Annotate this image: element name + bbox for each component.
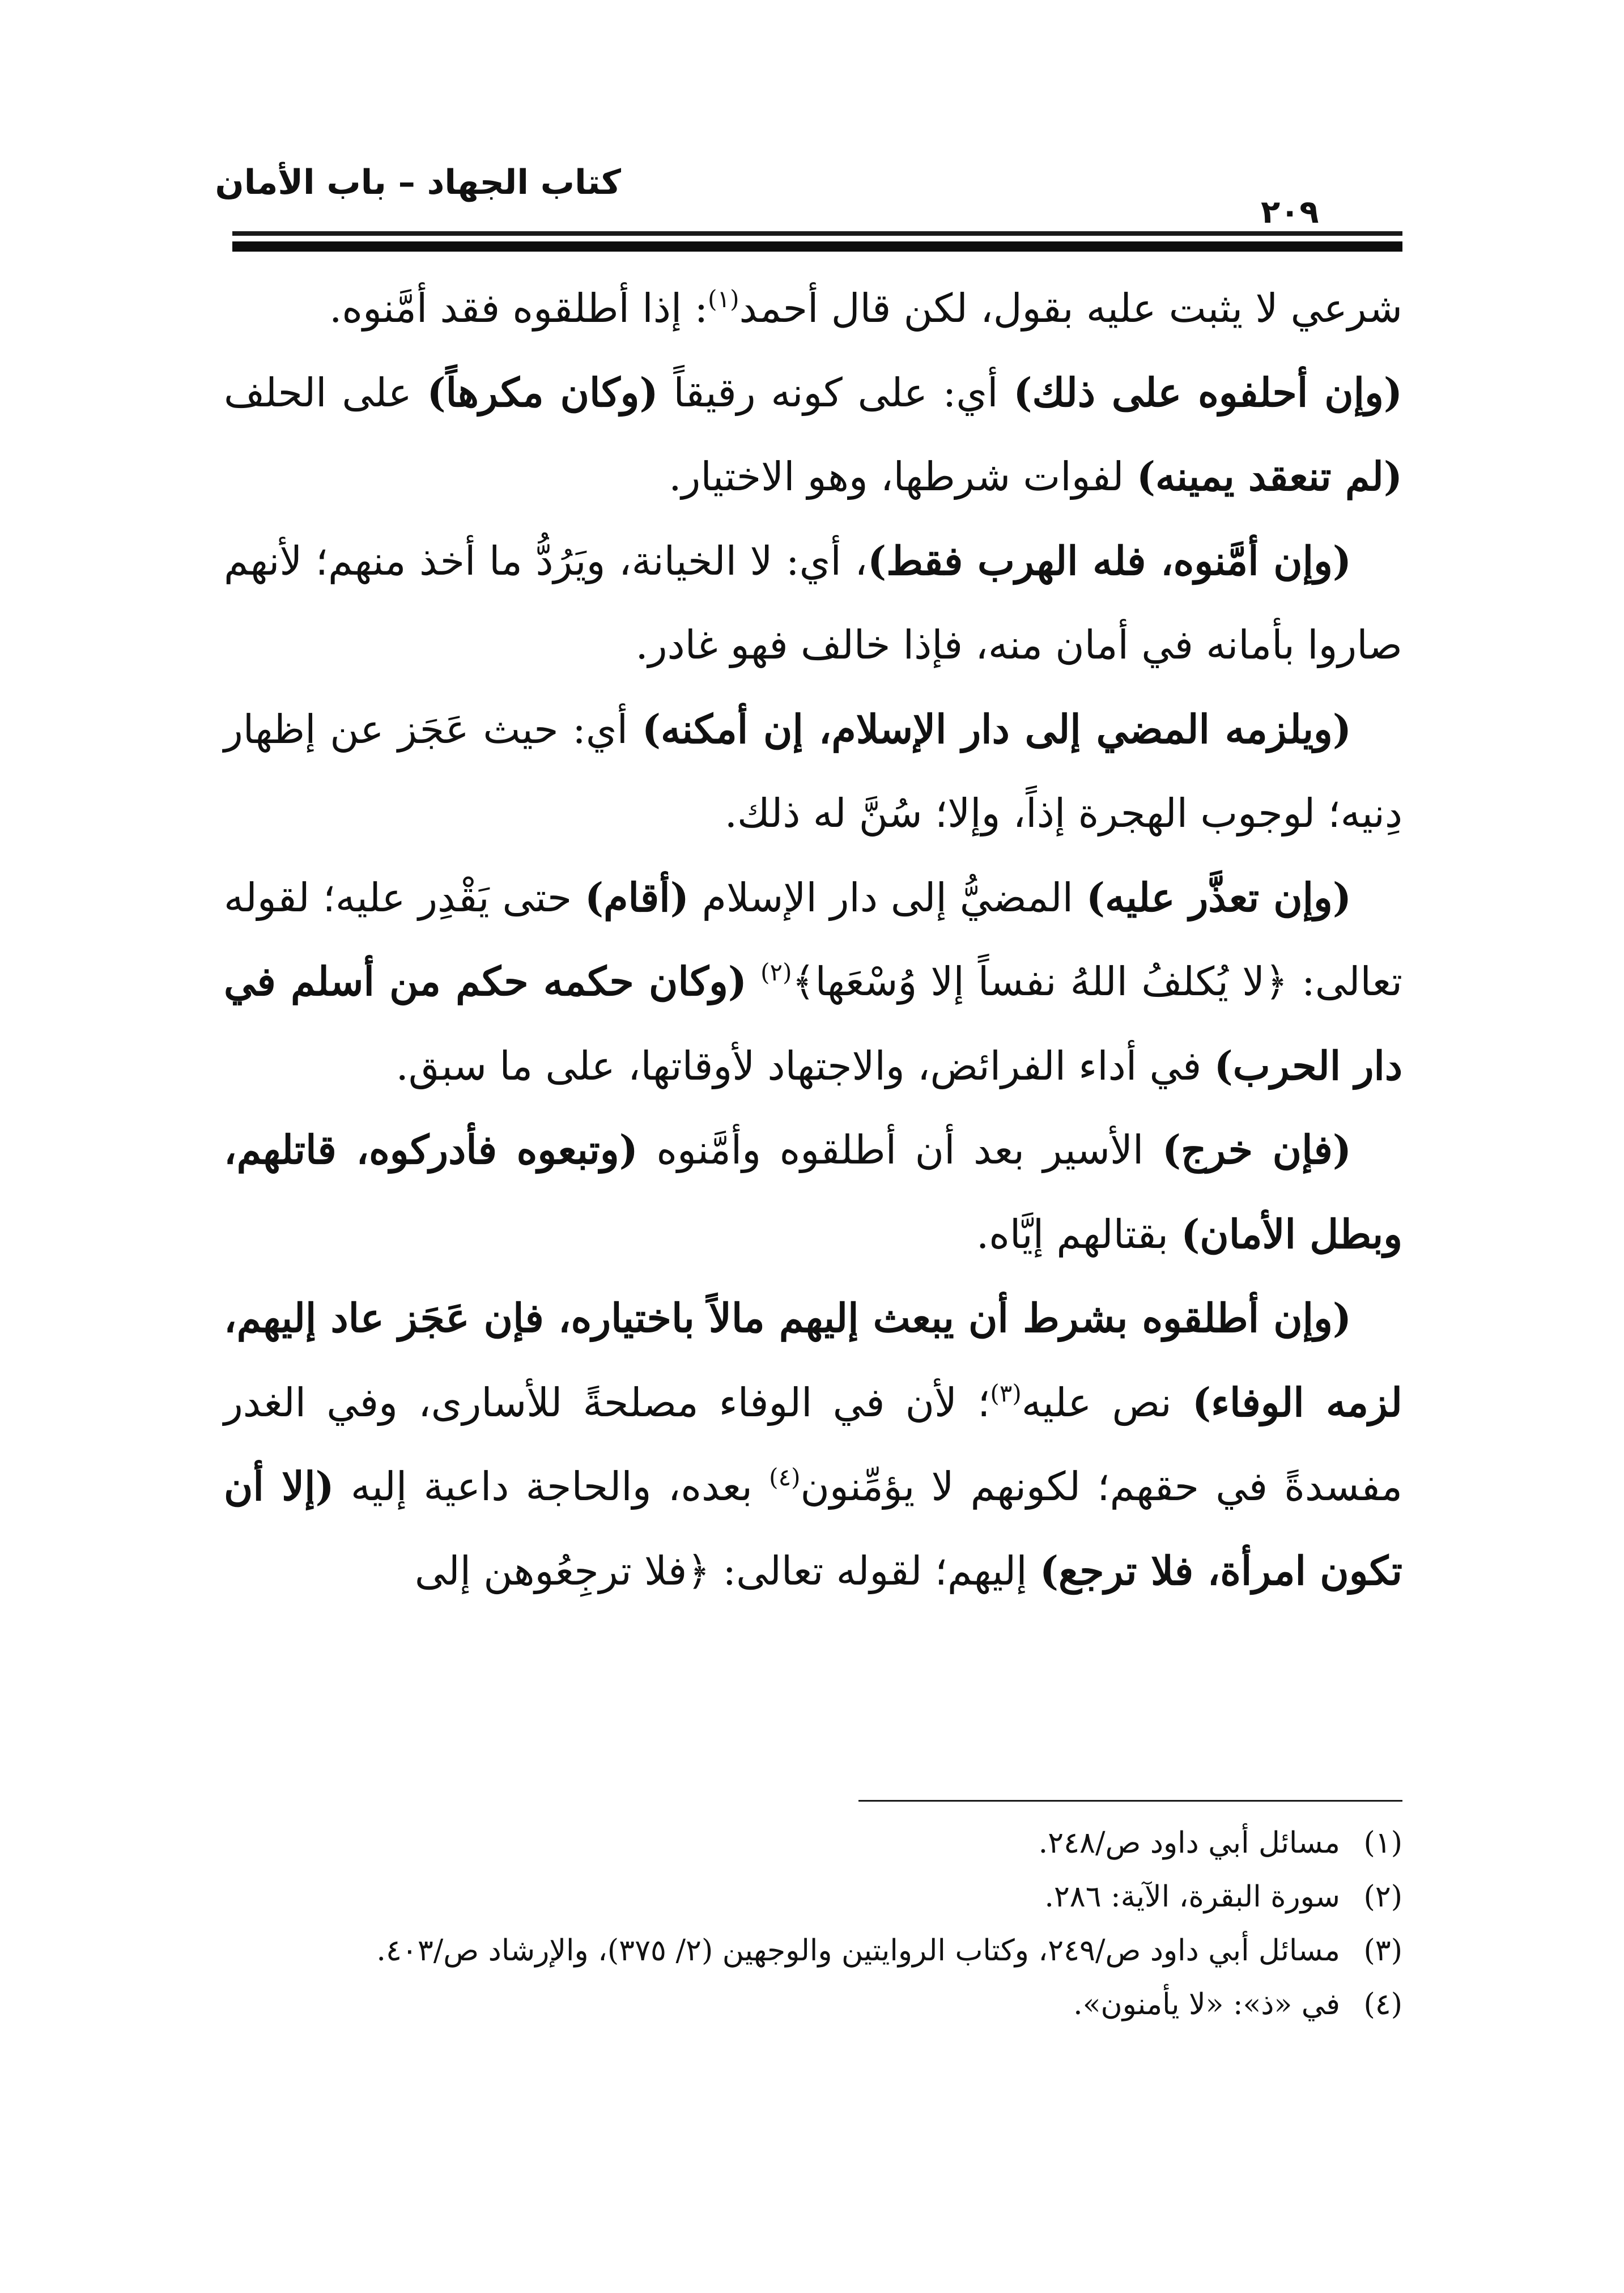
main-text: [224, 266, 1402, 1613]
text-run: بقتالهم إيَّاه.: [976, 1211, 1181, 1258]
bold-matn: (ويلزمه المضي إلى دار الإسلام، إن أمكنه): [641, 705, 1351, 753]
footnote-4: [224, 1978, 1402, 2032]
bold-matn: (فإن خرج): [1162, 1126, 1351, 1173]
text-run: لفوات شرطها، وهو الاختيار.: [669, 453, 1137, 500]
text-run: الأسير بعد أن أطلقوه وأمَّنوه: [637, 1127, 1162, 1173]
bold-matn: (وإن أطلقوه بشرط أن يبعث إليهم مالاً باختياره، فإن عَجَز عاد إليهم، لزمه الوفاء): [224, 1294, 1402, 1426]
text-run: إليهم؛ لقوله تعالى: ﴿فلا ترجِعُوهن إلى: [414, 1547, 1040, 1594]
paragraph-1: [224, 266, 1402, 351]
paragraph-7: [224, 1276, 1402, 1613]
text-run: ؛ لأن في الوفاء مصلحةً للأسارى، وفي الغدر مفسدةً في حقهم؛ لكونهم لا يؤمِّنون: [224, 1379, 1402, 1510]
header-rule-thin: [232, 231, 1402, 236]
paragraph-3: [224, 519, 1402, 687]
bold-matn: (إلا أن تكون امرأة، فلا ترجع): [224, 1463, 1402, 1594]
footnote-text: مسائل أبي داود ص/٢٤٨.: [1038, 1826, 1340, 1860]
text-run: بعده، والحاجة داعية إليه: [334, 1463, 770, 1510]
footnote-marker: (٤): [1363, 1988, 1402, 2022]
footnote-text: سورة البقرة، الآية: ٢٨٦.: [1044, 1880, 1340, 1914]
text-run: شرعي لا يثبت عليه بقول، لكن قال أحمد: [739, 285, 1402, 332]
paragraph-4: [224, 687, 1402, 856]
footnote-separator: [858, 1800, 1402, 1802]
footnote-ref-1: (١): [708, 285, 739, 313]
text-run: في أداء الفرائض، والاجتهاد لأوقاتها، على ما سبق.: [396, 1042, 1214, 1089]
footnote-ref-4: (٤): [769, 1463, 801, 1491]
paragraph-5: [224, 856, 1402, 1109]
footnote-2: [224, 1870, 1402, 1924]
bold-matn: (لم تنعقد يمينه): [1136, 453, 1402, 500]
text-run: [747, 958, 760, 1005]
footnote-text: في «ذ»: «لا يأمنون».: [1073, 1988, 1340, 2022]
text-run: ، أي: لا الخيانة، ويَرُدُّ ما أخذ منهم؛ لأنهم صاروا بأمانه في أمان منه، فإذا خالف فهو غادر.: [224, 537, 1402, 668]
text-run: المضيُّ إلى دار الإسلام: [688, 874, 1086, 921]
footnote-text: مسائل أبي داود ص/٢٤٩، وكتاب الروايتين والوجهين (٢/ ٣٧٥)، والإرشاد ص/٤٠٣.: [376, 1934, 1340, 1968]
text-run: : إذا أطلقوه فقد أمَّنوه.: [329, 285, 708, 332]
bold-matn: (وكان حكمه حكم من أسلم في دار الحرب): [224, 958, 1402, 1089]
footnote-3: [224, 1924, 1402, 1978]
paragraph-2: [224, 351, 1402, 519]
footnote-marker: (٢): [1363, 1880, 1402, 1914]
bold-matn: (وإن تعذَّر عليه): [1086, 873, 1351, 921]
bold-matn: (وتبعوه فأدركوه، قاتلهم، وبطل الأمان): [224, 1126, 1402, 1258]
footnote-marker: (١): [1363, 1826, 1402, 1860]
bold-matn: (أقام): [585, 873, 689, 921]
header-rule-thick: [232, 241, 1402, 252]
paragraph-6: [224, 1108, 1402, 1276]
page-number: ٢٠٩: [1261, 194, 1319, 231]
text-run: أي: على كونه رقيقاً: [658, 369, 1014, 416]
text-run: حتى يَقْدِر عليه؛ لقوله تعالى: ﴿لا يُكلفُ اللهُ نفساً إلا وُسْعَها﴾: [224, 874, 1402, 1005]
bold-matn: (وإن أمَّنوه، فله الهرب فقط): [867, 537, 1351, 584]
text-run: أي: حيث عَجَز عن إظهار دِنيه؛ لوجوب الهجرة إذاً، وإلا؛ سُنَّ له ذلك.: [224, 706, 1402, 836]
running-header-title: كتاب الجهاد – باب الأمان: [215, 163, 621, 202]
text-run: نص عليه: [1021, 1379, 1192, 1426]
footnote-marker: (٣): [1363, 1934, 1402, 1968]
footnotes: [224, 1816, 1402, 2032]
footnote-ref-3: (٣): [990, 1379, 1022, 1407]
bold-matn: (وإن أحلفوه على ذلك): [1013, 368, 1402, 416]
footnote-1: [224, 1816, 1402, 1870]
text-run: على الحلف: [224, 369, 427, 416]
footnote-ref-2: (٢): [760, 958, 792, 986]
bold-matn: (وكان مكرهاً): [427, 368, 658, 416]
